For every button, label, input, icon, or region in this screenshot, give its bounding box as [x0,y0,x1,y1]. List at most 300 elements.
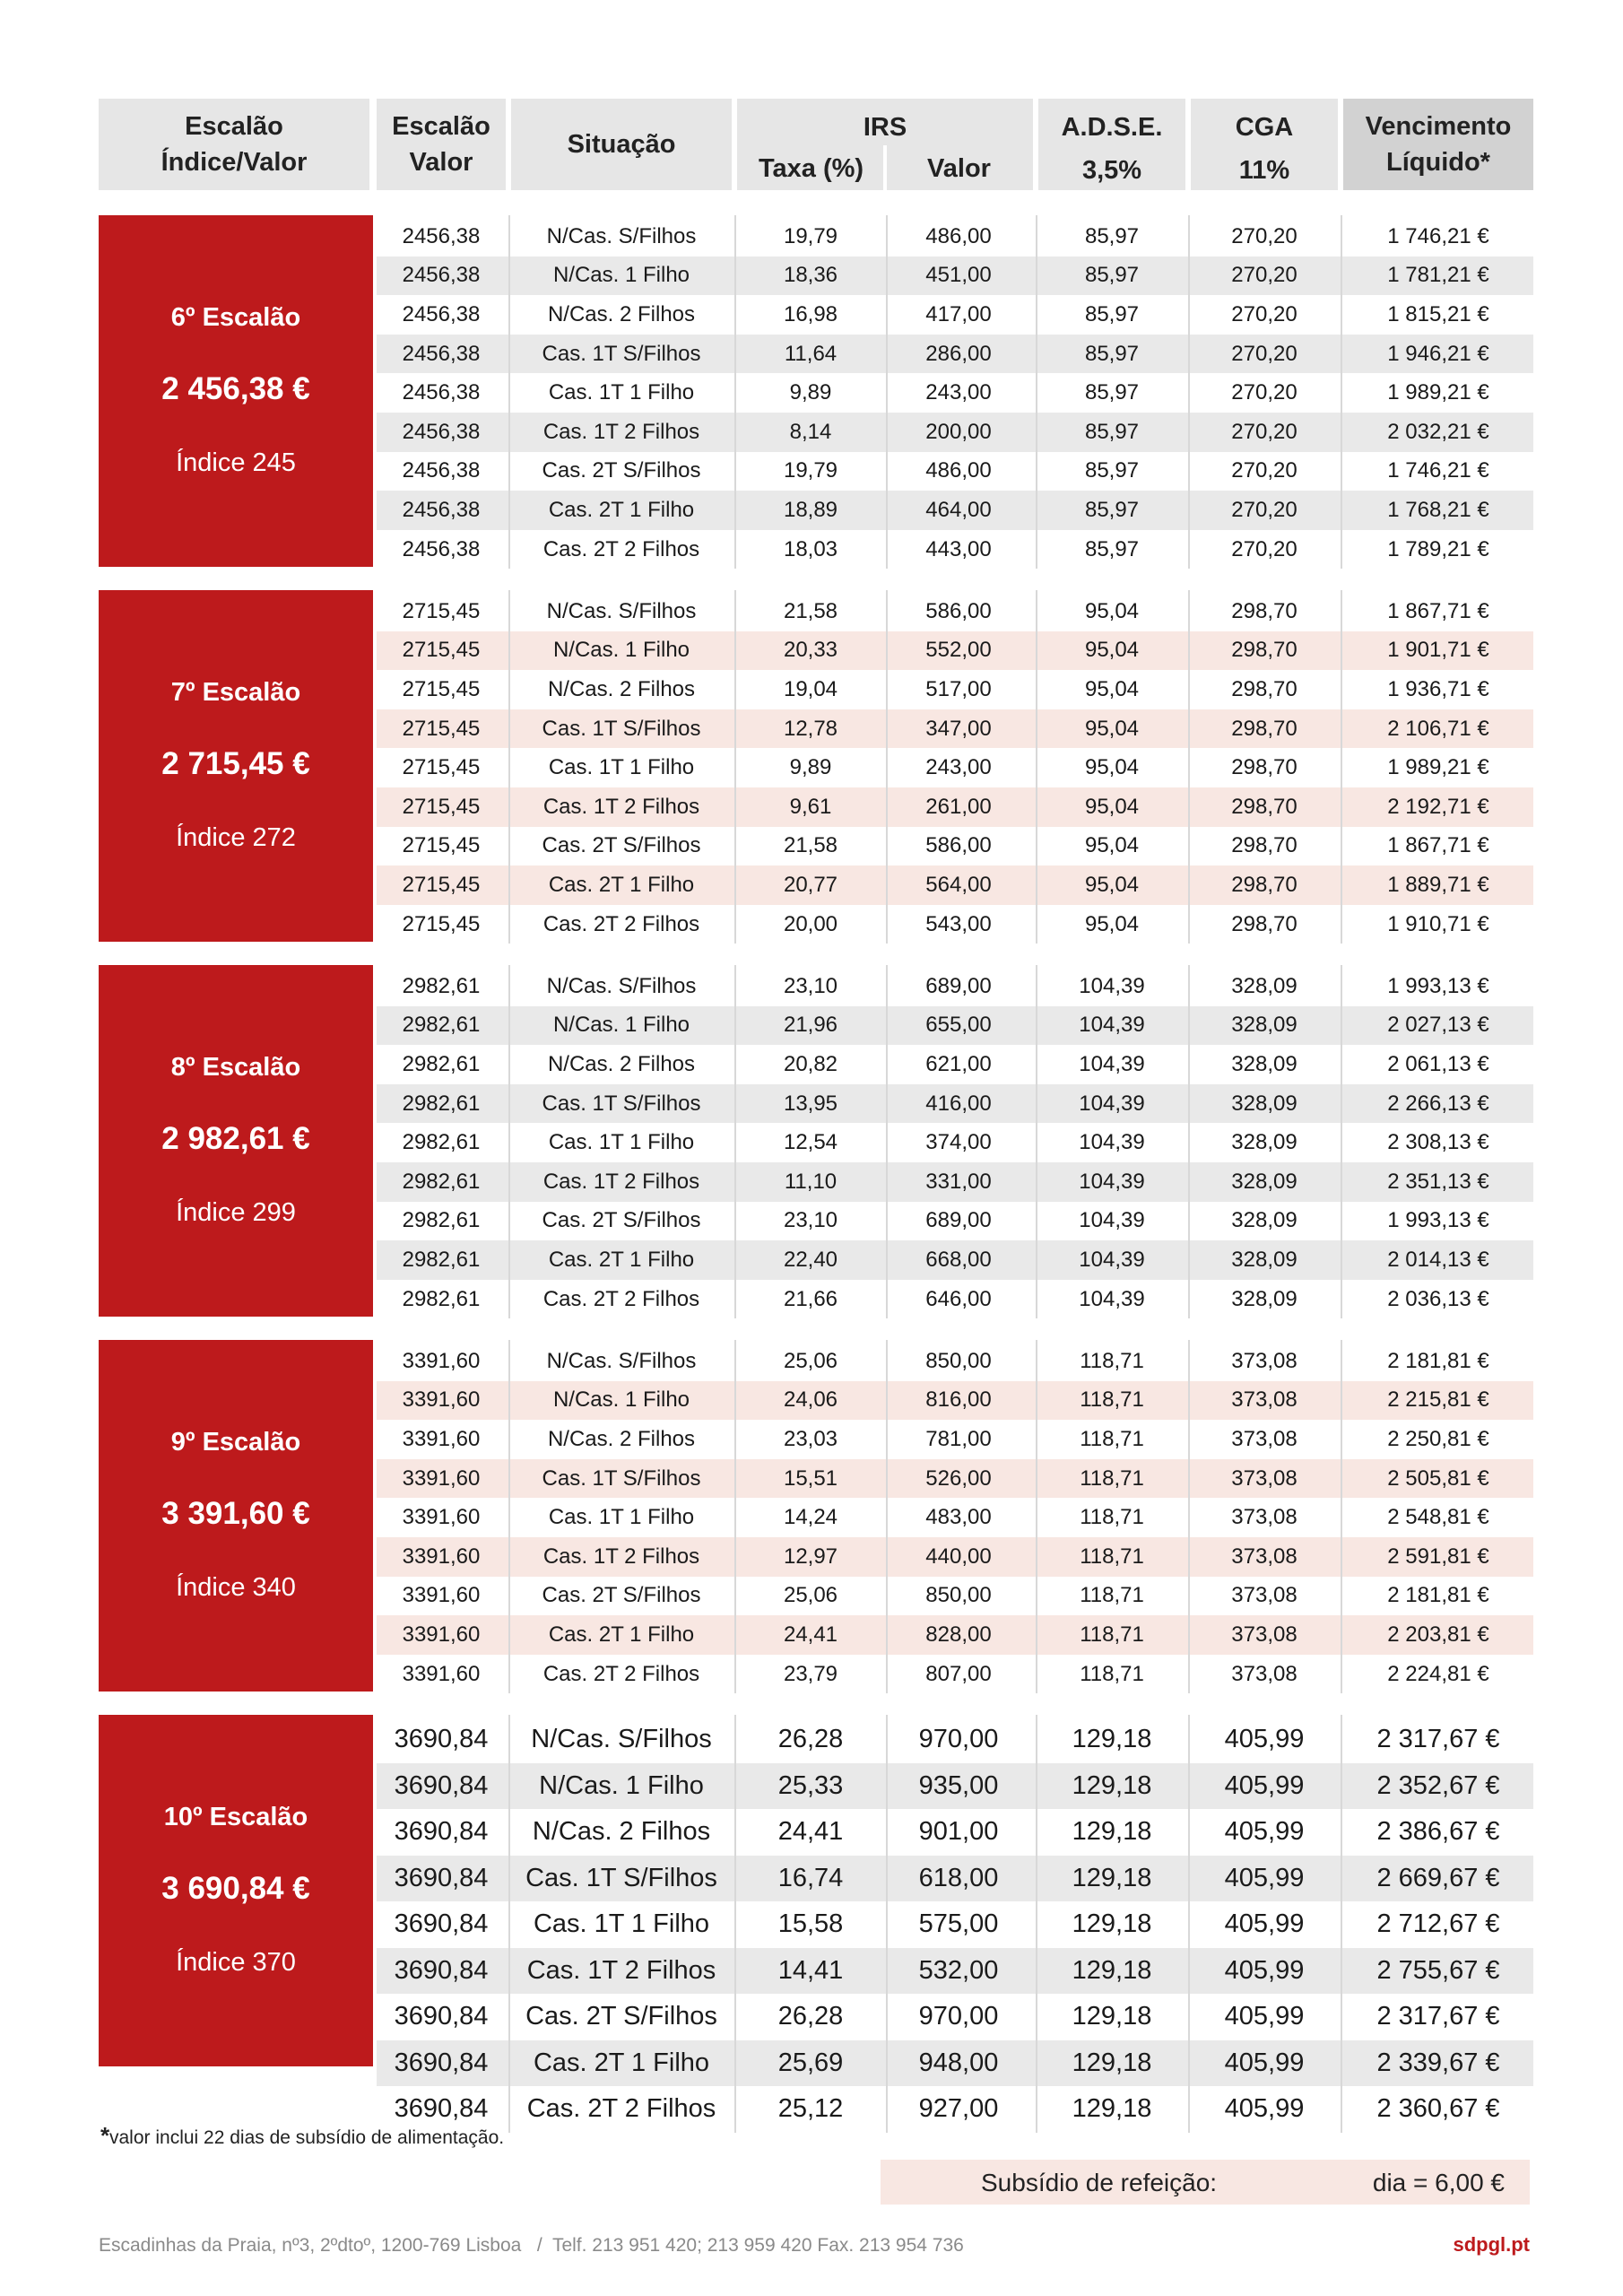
cga-cell: 373,08 [1231,1505,1298,1530]
situacao-cell: Cas. 1T S/Filhos [542,1465,701,1491]
irs-taxa-cell: 12,54 [783,1130,838,1155]
irs-taxa-cell: 20,82 [783,1051,838,1076]
irs-taxa-cell: 24,41 [783,1622,838,1647]
escalao-valor-cell: 2982,61 [402,1091,481,1116]
situacao-cell: Cas. 2T 2 Filhos [542,1661,700,1686]
situacao-cell: Cas. 2T 2 Filhos [542,1286,700,1311]
cga-cell: 405,99 [1224,1955,1305,1985]
header-adse-pct: 3,5% [1081,156,1142,185]
vencimento-cell: 1 867,71 € [1387,598,1489,623]
escalao-valor-cell: 3391,60 [402,1622,481,1647]
table-row [377,1045,1533,1084]
cga-cell: 298,70 [1231,872,1298,897]
adse-cell: 104,39 [1079,1013,1145,1038]
escalao-valor-cell: 2715,45 [402,794,481,819]
escalao-valor-cell: 2982,61 [402,1130,481,1155]
irs-valor-cell: 646,00 [925,1286,992,1311]
irs-valor-cell: 486,00 [925,223,992,248]
irs-valor-cell: 618,00 [918,1863,999,1892]
adse-cell: 85,97 [1084,458,1140,483]
column-divider [886,215,888,569]
cga-cell: 270,20 [1231,301,1298,326]
table-row [377,1084,1533,1124]
cga-cell: 298,70 [1231,676,1298,701]
column-divider [1036,215,1037,569]
table-row [377,1420,1533,1459]
column-divider [1341,1715,1342,2133]
situacao-cell: N/Cas. 2 Filhos [532,1817,711,1847]
footer-address: Escadinhas da Praia, nº3, 2ºdtoº, 1200-769 Lisboa / Telf. 213 951 420; 213 959 420 Fax. 213 954 736 [99,2235,964,2256]
vencimento-cell: 2 317,67 € [1376,1725,1500,1754]
vencimento-cell: 1 901,71 € [1387,638,1489,663]
irs-taxa-cell: 24,41 [777,1817,844,1847]
irs-valor-cell: 331,00 [925,1169,992,1194]
vencimento-cell: 2 250,81 € [1387,1426,1489,1451]
escalao-valor-cell: 3391,60 [402,1348,481,1373]
escalao-valor-cell: 2456,38 [402,301,481,326]
escalao-valor-cell: 2982,61 [402,1169,481,1194]
column-divider [508,590,510,944]
escalao-valor-cell: 2982,61 [402,1051,481,1076]
irs-taxa-cell: 18,36 [783,263,838,288]
header-adse [1038,99,1185,190]
vencimento-cell: 2 339,67 € [1376,2048,1500,2077]
situacao-cell: Cas. 1T 1 Filho [548,755,695,780]
table-row [377,1615,1533,1655]
cga-cell: 328,09 [1231,1051,1298,1076]
table-row [377,1006,1533,1046]
irs-taxa-cell: 9,89 [789,755,832,780]
irs-valor-cell: 689,00 [925,973,992,998]
footnote-text: valor inclui 22 dias de subsídio de alimentação. [109,2127,505,2148]
column-divider [734,965,736,1318]
adse-cell: 85,97 [1084,419,1140,444]
escalao-valor-cell: 2982,61 [402,1013,481,1038]
irs-valor-cell: 668,00 [925,1247,992,1272]
irs-taxa-cell: 13,95 [783,1091,838,1116]
situacao-cell: Cas. 2T 1 Filho [548,872,695,897]
escalao-valor-cell: 2715,45 [402,676,481,701]
adse-cell: 129,18 [1072,2002,1152,2031]
table-row [377,827,1533,866]
vencimento-cell: 1 946,21 € [1387,341,1489,366]
irs-valor-cell: 689,00 [925,1208,992,1233]
irs-valor-cell: 243,00 [925,380,992,405]
table-row [377,1342,1533,1381]
adse-cell: 104,39 [1079,1130,1145,1155]
irs-valor-cell: 440,00 [925,1544,992,1569]
situacao-cell: Cas. 2T S/Filhos [542,458,701,483]
adse-cell: 95,04 [1084,598,1140,623]
table-row [377,1498,1533,1537]
adse-cell: 118,71 [1080,1622,1144,1647]
adse-cell: 129,18 [1072,1725,1152,1754]
escalao-value: 3 690,84 € [161,1871,310,1906]
column-divider [1036,1715,1037,2133]
irs-taxa-cell: 21,66 [783,1286,838,1311]
vencimento-cell: 2 755,67 € [1376,1955,1500,1985]
irs-taxa-cell: 12,78 [783,716,838,741]
subsidio-amount: dia = 6,00 € [1372,2169,1505,2196]
table-row [377,1280,1533,1319]
escalao-valor-cell: 2982,61 [402,1247,481,1272]
cga-cell: 405,99 [1224,2048,1305,2077]
irs-valor-cell: 586,00 [925,598,992,623]
situacao-cell: N/Cas. 2 Filhos [547,1051,696,1076]
column-divider [1341,965,1342,1318]
column-divider [1188,1715,1190,2133]
header-escalao-indice [99,99,369,190]
escalao-index: Índice 370 [176,1948,296,1977]
irs-valor-cell: 564,00 [925,872,992,897]
situacao-cell: Cas. 1T 1 Filho [548,1505,695,1530]
cga-cell: 373,08 [1231,1583,1298,1608]
cga-cell: 270,20 [1231,419,1298,444]
header-adse-label: A.D.S.E. [1061,113,1163,142]
irs-valor-cell: 483,00 [925,1505,992,1530]
table-row [377,530,1533,570]
column-divider [886,1715,888,2133]
cga-cell: 405,99 [1224,2002,1305,2031]
irs-valor-cell: 200,00 [925,419,992,444]
situacao-cell: N/Cas. S/Filhos [546,223,697,248]
cga-cell: 328,09 [1231,1169,1298,1194]
irs-valor-cell: 552,00 [925,638,992,663]
header-escalao-valor-line1: Escalão [392,112,490,141]
situacao-cell: Cas. 1T S/Filhos [542,1091,701,1116]
escalao-valor-cell: 3391,60 [402,1661,481,1686]
adse-cell: 85,97 [1084,536,1140,561]
vencimento-cell: 1 936,71 € [1387,676,1489,701]
situacao-cell: N/Cas. 2 Filhos [547,1426,696,1451]
vencimento-cell: 2 181,81 € [1387,1348,1489,1373]
irs-taxa-cell: 16,74 [777,1863,844,1892]
table-row [377,1655,1533,1694]
table-row [377,967,1533,1006]
header-cga [1191,99,1338,190]
escalao-valor-cell: 2456,38 [402,497,481,522]
table-row [377,865,1533,905]
irs-taxa-cell: 14,24 [783,1505,838,1530]
subsidio-label: Subsídio de refeição: [981,2169,1218,2196]
irs-taxa-cell: 15,51 [783,1465,838,1491]
vencimento-cell: 1 989,21 € [1387,755,1489,780]
cga-cell: 298,70 [1231,598,1298,623]
vencimento-cell: 2 106,71 € [1387,716,1489,741]
column-divider [508,1715,510,2133]
table-row [377,1994,1533,2040]
adse-cell: 118,71 [1080,1505,1144,1530]
adse-cell: 129,18 [1072,1770,1152,1800]
column-divider [1036,590,1037,944]
table-row [377,592,1533,631]
cga-cell: 328,09 [1231,1247,1298,1272]
irs-valor-cell: 970,00 [918,1725,999,1754]
table-row [377,631,1533,671]
table-row [377,491,1533,530]
irs-taxa-cell: 19,79 [783,458,838,483]
table-row [377,2086,1533,2133]
column-divider [508,965,510,1318]
table-row [377,1856,1533,1902]
adse-cell: 95,04 [1084,911,1140,936]
escalao-valor-cell: 3690,84 [394,1725,489,1754]
adse-cell: 104,39 [1079,1169,1145,1194]
escalao-name: 6º Escalão [170,303,301,332]
cga-cell: 405,99 [1224,1863,1305,1892]
vencimento-cell: 2 712,67 € [1376,1909,1500,1939]
vencimento-cell: 2 181,81 € [1387,1583,1489,1608]
situacao-cell: N/Cas. S/Filhos [531,1725,712,1754]
cga-cell: 270,20 [1231,458,1298,483]
irs-valor-cell: 927,00 [918,2094,999,2124]
vencimento-cell: 1 910,71 € [1387,911,1489,936]
cga-cell: 270,20 [1231,263,1298,288]
cga-cell: 328,09 [1231,1208,1298,1233]
column-divider [734,215,736,569]
irs-valor-cell: 517,00 [925,676,992,701]
situacao-cell: Cas. 2T 1 Filho [548,1247,695,1272]
escalao-valor-cell: 3690,84 [394,2002,489,2031]
escalao-box [99,1340,373,1692]
irs-taxa-cell: 21,58 [783,833,838,858]
header-escalao-indice-line1: Escalão [185,112,283,141]
adse-cell: 104,39 [1079,1247,1145,1272]
situacao-cell: Cas. 1T 2 Filhos [542,1169,700,1194]
irs-valor-cell: 451,00 [925,263,992,288]
irs-valor-cell: 970,00 [918,2002,999,2031]
situacao-cell: N/Cas. S/Filhos [546,598,697,623]
situacao-cell: Cas. 2T 2 Filhos [542,536,700,561]
table-row [377,452,1533,491]
irs-valor-cell: 416,00 [925,1091,992,1116]
column-divider [1188,215,1190,569]
cga-cell: 373,08 [1231,1622,1298,1647]
cga-cell: 328,09 [1231,1091,1298,1116]
irs-valor-cell: 486,00 [925,458,992,483]
irs-taxa-cell: 16,98 [783,301,838,326]
table-row [377,295,1533,335]
table-row [377,905,1533,944]
irs-valor-cell: 781,00 [925,1426,992,1451]
irs-taxa-cell: 18,89 [783,497,838,522]
cga-cell: 298,70 [1231,911,1298,936]
adse-cell: 118,71 [1080,1661,1144,1686]
vencimento-cell: 2 032,21 € [1387,419,1489,444]
irs-valor-cell: 850,00 [925,1583,992,1608]
situacao-cell: N/Cas. 2 Filhos [547,676,696,701]
irs-valor-cell: 575,00 [918,1909,999,1939]
escalao-valor-cell: 3690,84 [394,2094,489,2124]
irs-taxa-cell: 26,28 [777,2002,844,2031]
irs-valor-cell: 417,00 [925,301,992,326]
irs-valor-cell: 828,00 [925,1622,992,1647]
column-divider [1188,965,1190,1318]
table-row [377,709,1533,749]
adse-cell: 95,04 [1084,676,1140,701]
table-row [377,787,1533,827]
vencimento-cell: 2 548,81 € [1387,1505,1489,1530]
header-vencimento [1343,99,1533,190]
column-divider [1036,1340,1037,1693]
adse-cell: 95,04 [1084,638,1140,663]
cga-cell: 298,70 [1231,794,1298,819]
escalao-box [99,215,373,567]
adse-cell: 118,71 [1080,1465,1144,1491]
situacao-cell: N/Cas. 1 Filho [539,1770,704,1800]
escalao-valor-cell: 2715,45 [402,911,481,936]
table-row [377,1537,1533,1577]
irs-taxa-cell: 24,06 [783,1387,838,1413]
irs-valor-cell: 261,00 [925,794,992,819]
situacao-cell: Cas. 2T S/Filhos [542,833,701,858]
header-vencimento-line2: Líquido* [1386,148,1490,177]
cga-cell: 373,08 [1231,1544,1298,1569]
header-irs-taxa: Taxa (%) [758,154,864,183]
irs-taxa-cell: 14,41 [777,1955,844,1985]
table-row [377,1577,1533,1616]
situacao-cell: N/Cas. 1 Filho [552,263,690,288]
column-divider [886,1340,888,1693]
cga-cell: 405,99 [1224,1817,1305,1847]
column-divider [1341,590,1342,944]
vencimento-cell: 1 746,21 € [1387,223,1489,248]
adse-cell: 85,97 [1084,380,1140,405]
cga-cell: 405,99 [1224,2094,1305,2124]
escalao-valor-cell: 2715,45 [402,716,481,741]
irs-taxa-cell: 25,06 [783,1583,838,1608]
cga-cell: 298,70 [1231,833,1298,858]
table-row [377,257,1533,296]
footnote [100,2122,505,2149]
vencimento-cell: 2 036,13 € [1387,1286,1489,1311]
escalao-valor-cell: 3391,60 [402,1583,481,1608]
column-divider [734,590,736,944]
escalao-valor-cell: 2456,38 [402,536,481,561]
adse-cell: 95,04 [1084,872,1140,897]
irs-taxa-cell: 25,12 [777,2094,844,2124]
vencimento-cell: 1 789,21 € [1387,536,1489,561]
header-situacao-label: Situação [567,130,676,159]
situacao-cell: Cas. 1T S/Filhos [542,716,701,741]
situacao-cell: N/Cas. S/Filhos [546,973,697,998]
escalao-box [99,965,373,1317]
escalao-name: 10º Escalão [163,1803,308,1831]
header-irs-valor: Valor [927,154,991,183]
irs-taxa-cell: 11,10 [784,1169,838,1194]
vencimento-cell: 1 989,21 € [1387,380,1489,405]
escalao-name: 9º Escalão [170,1428,301,1457]
cga-cell: 298,70 [1231,638,1298,663]
escalao-box [99,590,373,942]
footer-website[interactable]: sdpgl.pt [1453,2233,1530,2256]
irs-valor-cell: 948,00 [918,2048,999,2077]
escalao-valor-cell: 2715,45 [402,833,481,858]
cga-cell: 373,08 [1231,1661,1298,1686]
escalao-valor-cell: 2715,45 [402,598,481,623]
cga-cell: 298,70 [1231,755,1298,780]
column-divider [1188,590,1190,944]
situacao-cell: N/Cas. 1 Filho [552,638,690,663]
column-divider [508,215,510,569]
escalao-valor-cell: 3690,84 [394,2048,489,2077]
adse-cell: 129,18 [1072,1955,1152,1985]
irs-valor-cell: 526,00 [925,1465,992,1491]
escalao-valor-cell: 3690,84 [394,1909,489,1939]
column-divider [734,1715,736,2133]
escalao-value: 2 715,45 € [161,746,310,781]
escalao-valor-cell: 2456,38 [402,458,481,483]
header-vencimento-line1: Vencimento [1365,112,1512,141]
table-row [377,2040,1533,2087]
irs-taxa-cell: 21,58 [783,598,838,623]
cga-cell: 405,99 [1224,1909,1305,1939]
adse-cell: 85,97 [1084,263,1140,288]
cga-cell: 328,09 [1231,1013,1298,1038]
irs-taxa-cell: 26,28 [777,1725,844,1754]
adse-cell: 85,97 [1084,341,1140,366]
escalao-value: 2 456,38 € [161,371,310,406]
irs-taxa-cell: 12,97 [783,1544,838,1569]
irs-valor-cell: 532,00 [918,1955,999,1985]
situacao-cell: Cas. 2T 2 Filhos [542,911,700,936]
cga-cell: 373,08 [1231,1465,1298,1491]
vencimento-cell: 1 815,21 € [1387,301,1489,326]
irs-valor-cell: 816,00 [925,1387,992,1413]
header-escalao-indice-line2: Índice/Valor [161,148,308,177]
escalao-valor-cell: 2456,38 [402,341,481,366]
header-escalao-valor-line2: Valor [409,148,473,177]
adse-cell: 85,97 [1084,223,1140,248]
vencimento-cell: 2 224,81 € [1387,1661,1489,1686]
irs-taxa-cell: 23,10 [783,1208,838,1233]
situacao-cell: N/Cas. 1 Filho [552,1013,690,1038]
irs-taxa-cell: 20,77 [783,872,838,897]
irs-taxa-cell: 19,79 [783,223,838,248]
adse-cell: 95,04 [1084,716,1140,741]
cga-cell: 328,09 [1231,973,1298,998]
header-irs-label: IRS [863,113,907,142]
table-row [377,373,1533,413]
escalao-value: 3 391,60 € [161,1496,310,1531]
situacao-cell: Cas. 1T S/Filhos [542,341,701,366]
vencimento-cell: 1 781,21 € [1387,263,1489,288]
table-row [377,217,1533,257]
escalao-valor-cell: 3391,60 [402,1544,481,1569]
vencimento-cell: 1 746,21 € [1387,458,1489,483]
vencimento-cell: 1 889,71 € [1387,872,1489,897]
vencimento-cell: 1 993,13 € [1387,973,1489,998]
header-escalao-valor [377,99,506,190]
vencimento-cell: 2 014,13 € [1387,1247,1489,1272]
irs-taxa-cell: 25,69 [777,2048,844,2077]
escalao-valor-cell: 3690,84 [394,1863,489,1892]
column-divider [1188,1340,1190,1693]
escalao-valor-cell: 2456,38 [402,380,481,405]
subsidio-box [881,2160,1530,2205]
irs-taxa-cell: 25,33 [777,1770,844,1800]
escalao-valor-cell: 3391,60 [402,1505,481,1530]
irs-taxa-cell: 25,06 [783,1348,838,1373]
table-row [377,335,1533,374]
vencimento-cell: 2 352,67 € [1376,1770,1500,1800]
escalao-valor-cell: 2982,61 [402,1286,481,1311]
escalao-index: Índice 340 [176,1573,296,1602]
adse-cell: 129,18 [1072,1863,1152,1892]
vencimento-cell: 2 192,71 € [1387,794,1489,819]
situacao-cell: Cas. 1T 1 Filho [548,380,695,405]
escalao-valor-cell: 2456,38 [402,263,481,288]
